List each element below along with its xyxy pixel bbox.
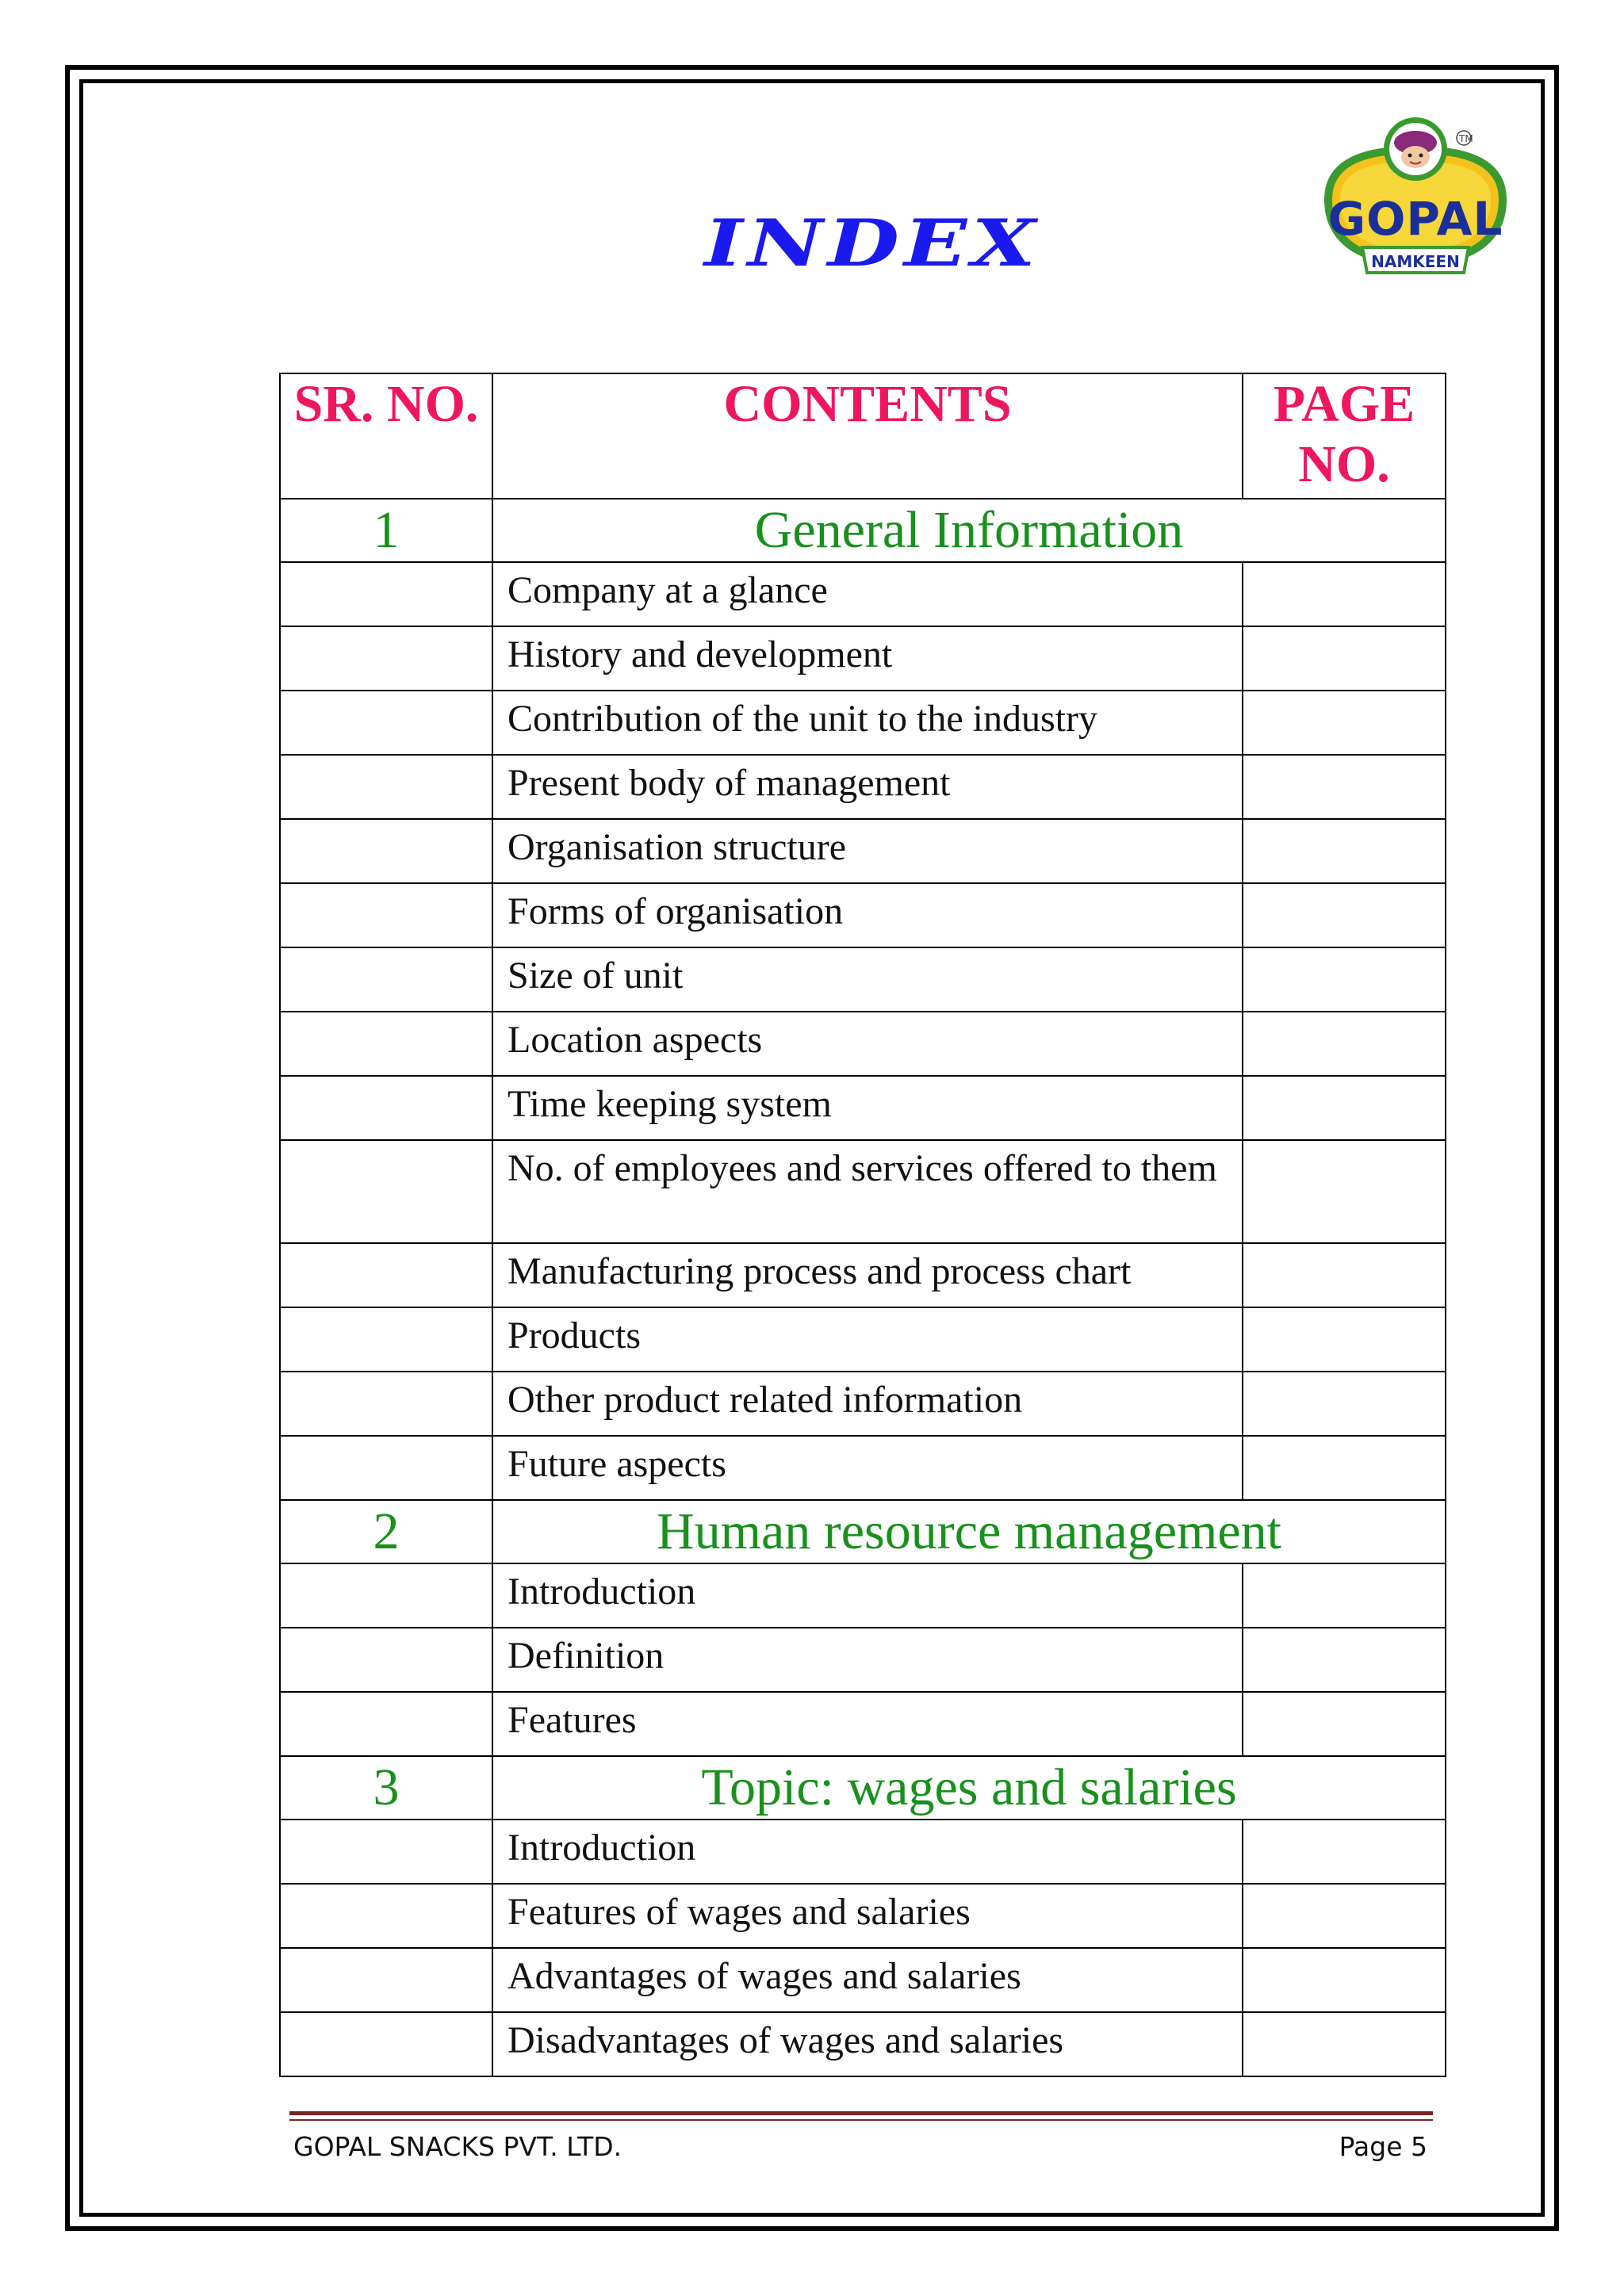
index-entry-row [280, 1372, 1446, 1436]
footer-company: GOPAL SNACKS PVT. LTD. [293, 2131, 622, 2162]
entry-sr-cell [280, 1012, 492, 1076]
index-entry-row [280, 626, 1446, 691]
entry-content: Location aspects [492, 1012, 1243, 1076]
section-title: Topic: wages and salaries [492, 1756, 1446, 1820]
entry-content: Future aspects [492, 1436, 1243, 1500]
index-table [279, 373, 1446, 2077]
section-title: General Information [492, 499, 1446, 562]
entry-sr-cell [280, 1372, 492, 1436]
entry-content: Contribution of the unit to the industry [492, 691, 1243, 755]
entry-sr-cell [280, 626, 492, 691]
entry-sr-cell [280, 1820, 492, 1884]
entry-page-cell [1243, 947, 1446, 1012]
entry-sr-cell [280, 1563, 492, 1628]
index-entry-row [280, 1243, 1446, 1307]
header-contents: CONTENTS [492, 373, 1243, 499]
entry-sr-cell [280, 1140, 492, 1243]
index-entry-row [280, 1076, 1446, 1140]
entry-sr-cell [280, 947, 492, 1012]
section-number: 3 [280, 1756, 492, 1820]
index-header-row [280, 373, 1446, 499]
index-entry-row [280, 1563, 1446, 1628]
entry-content: Company at a glance [492, 562, 1243, 626]
entry-page-cell [1243, 1884, 1446, 1948]
entry-page-cell [1243, 1012, 1446, 1076]
entry-content: Features of wages and salaries [492, 1884, 1243, 1948]
entry-content: History and development [492, 626, 1243, 691]
entry-page-cell [1243, 626, 1446, 691]
entry-content: Time keeping system [492, 1076, 1243, 1140]
entry-content: Disadvantages of wages and salaries [492, 2012, 1243, 2076]
entry-page-cell [1243, 1628, 1446, 1692]
index-entry-row [280, 1948, 1446, 2012]
entry-content: Introduction [492, 1820, 1243, 1884]
entry-sr-cell [280, 1436, 492, 1500]
entry-content: Size of unit [492, 947, 1243, 1012]
entry-page-cell [1243, 691, 1446, 755]
index-entry-row [280, 1628, 1446, 1692]
header-page-no: PAGE NO. [1243, 373, 1446, 499]
index-entry-row [280, 1307, 1446, 1372]
entry-page-cell [1243, 883, 1446, 947]
index-entry-row [280, 947, 1446, 1012]
entry-content: Manufacturing process and process chart [492, 1243, 1243, 1307]
entry-page-cell [1243, 1563, 1446, 1628]
entry-content: No. of employees and services offered to them [492, 1140, 1243, 1243]
entry-sr-cell [280, 819, 492, 883]
entry-page-cell [1243, 1307, 1446, 1372]
index-entry-row [280, 1884, 1446, 1948]
entry-content: Products [492, 1307, 1243, 1372]
section-row [280, 1756, 1446, 1820]
entry-sr-cell [280, 1884, 492, 1948]
section-number: 1 [280, 499, 492, 562]
entry-page-cell [1243, 1243, 1446, 1307]
entry-page-cell [1243, 1692, 1446, 1756]
entry-content: Advantages of wages and salaries [492, 1948, 1243, 2012]
entry-sr-cell [280, 755, 492, 819]
entry-sr-cell [280, 1948, 492, 2012]
index-entry-row [280, 1820, 1446, 1884]
entry-page-cell [1243, 562, 1446, 626]
footer-rule [289, 2111, 1433, 2115]
index-entry-row [280, 2012, 1446, 2076]
logo-sub-text: NAMKEEN [1371, 252, 1460, 271]
page-title: INDEX [704, 205, 1040, 281]
index-entry-row [280, 755, 1446, 819]
entry-content: Features [492, 1692, 1243, 1756]
section-title: Human resource management [492, 1500, 1446, 1563]
entry-page-cell [1243, 1140, 1446, 1243]
section-number: 2 [280, 1500, 492, 1563]
index-entry-row [280, 883, 1446, 947]
index-entry-row [280, 819, 1446, 883]
entry-sr-cell [280, 1628, 492, 1692]
index-entry-row [280, 562, 1446, 626]
logo-tm-mark: TM [1459, 133, 1473, 144]
entry-page-cell [1243, 1372, 1446, 1436]
entry-page-cell [1243, 1436, 1446, 1500]
logo-brand-text: GOPAL [1327, 192, 1503, 246]
index-entry-row [280, 1012, 1446, 1076]
entry-content: Forms of organisation [492, 883, 1243, 947]
index-entry-row [280, 691, 1446, 755]
entry-sr-cell [280, 562, 492, 626]
entry-sr-cell [280, 883, 492, 947]
entry-sr-cell [280, 2012, 492, 2076]
index-entry-row [280, 1692, 1446, 1756]
header-sr-no: SR. NO. [280, 373, 492, 499]
entry-page-cell [1243, 1076, 1446, 1140]
section-row [280, 1500, 1446, 1563]
gopal-logo [1308, 111, 1522, 293]
entry-page-cell [1243, 2012, 1446, 2076]
entry-sr-cell [280, 1243, 492, 1307]
index-entry-row [280, 1436, 1446, 1500]
footer-page-number: Page 5 [1339, 2131, 1427, 2162]
index-body [280, 499, 1446, 2076]
footer-rule-thin [289, 2119, 1433, 2121]
section-row [280, 499, 1446, 562]
entry-content: Introduction [492, 1563, 1243, 1628]
entry-content: Present body of management [492, 755, 1243, 819]
entry-page-cell [1243, 819, 1446, 883]
entry-sr-cell [280, 1692, 492, 1756]
entry-page-cell [1243, 1948, 1446, 2012]
entry-content: Definition [492, 1628, 1243, 1692]
entry-page-cell [1243, 1820, 1446, 1884]
entry-content: Organisation structure [492, 819, 1243, 883]
entry-sr-cell [280, 691, 492, 755]
entry-page-cell [1243, 755, 1446, 819]
entry-sr-cell [280, 1307, 492, 1372]
index-entry-row [280, 1140, 1446, 1243]
entry-content: Other product related information [492, 1372, 1243, 1436]
entry-sr-cell [280, 1076, 492, 1140]
